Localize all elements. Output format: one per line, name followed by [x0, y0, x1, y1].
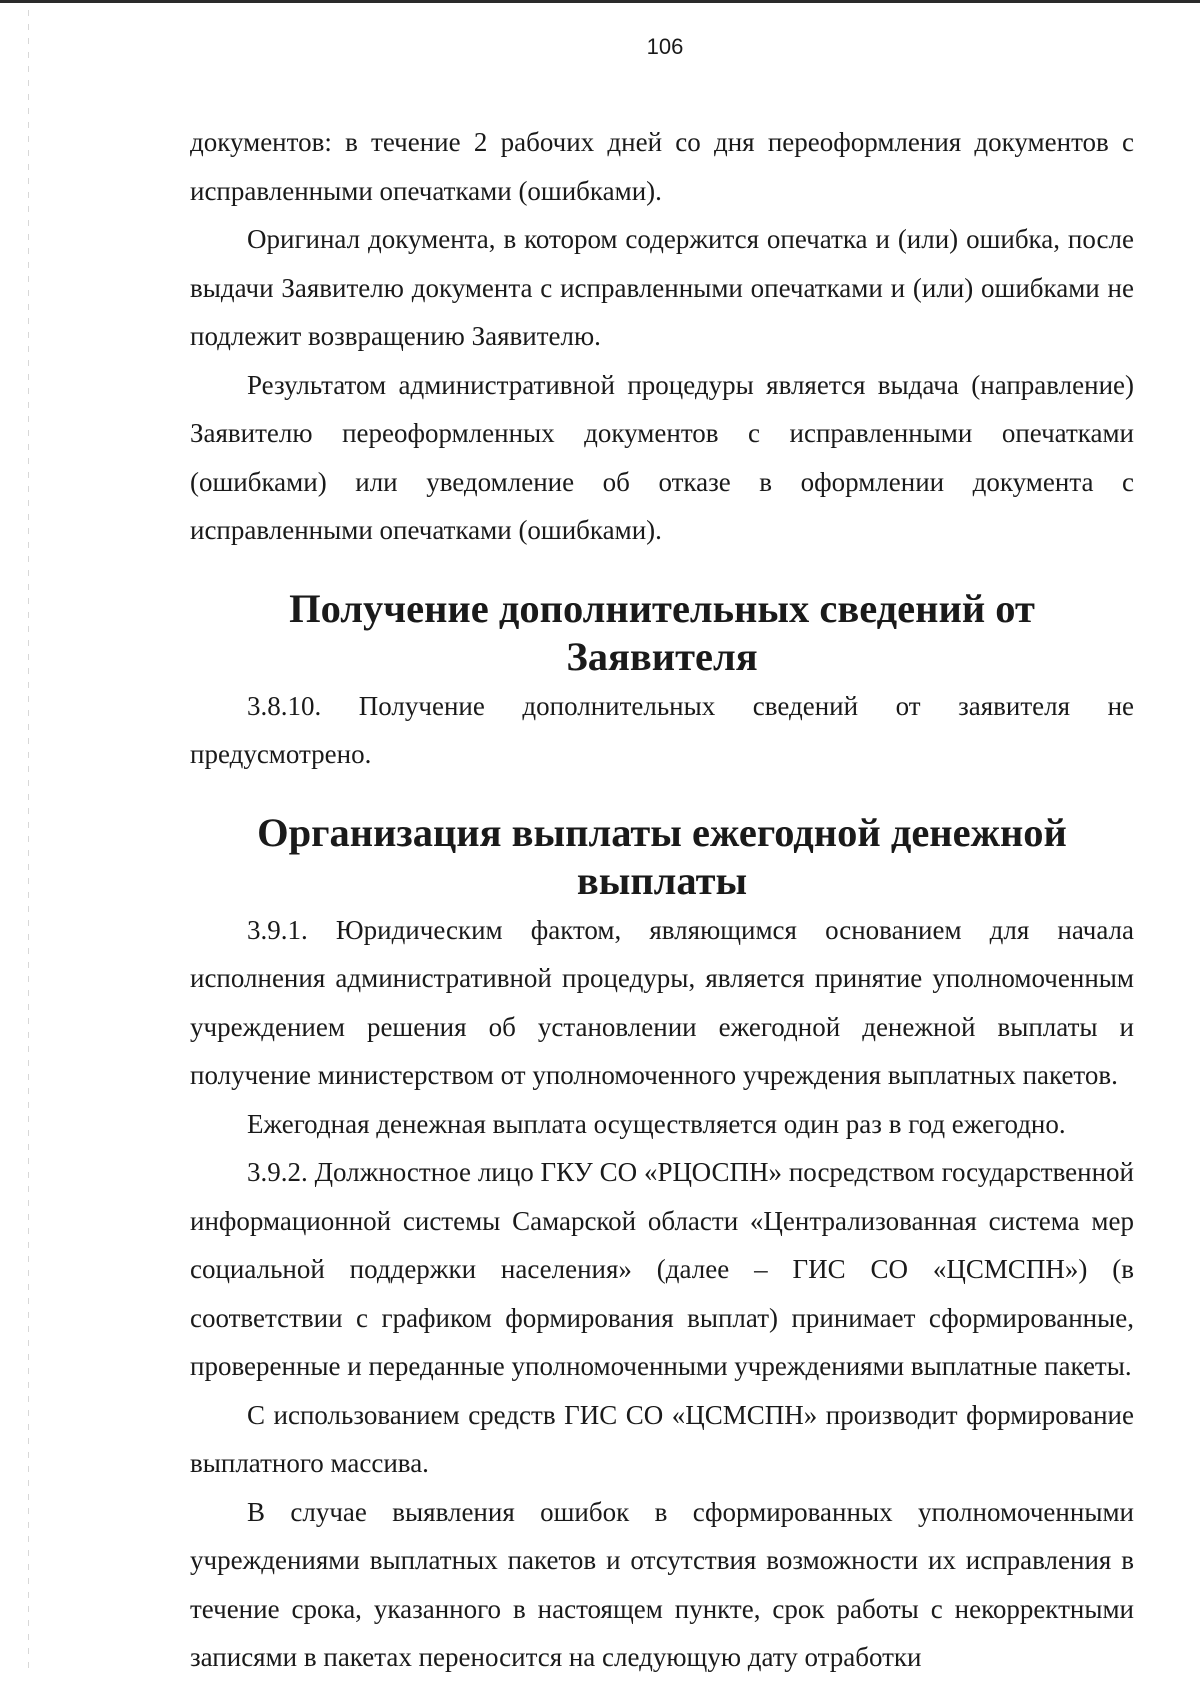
paragraph-continuation: документов: в течение 2 рабочих дней со дня переоформления документов с исправленными опечатками (ошибками).	[190, 127, 1134, 206]
scan-left-edge	[28, 10, 29, 1670]
section-heading-additional-info: Получение дополнительных сведений от Заявителя	[289, 585, 1035, 679]
paragraph-3-8-10: 3.8.10. Получение дополнительных сведений от заявителя не предусмотрено.	[190, 690, 1134, 769]
paragraph-procedure-result: Результатом административной процедуры является выдача (направление) Заявителю переоформленных документов с исправленными опечатками (ошибками) или уведомление об отказе в оформлении документа с исправленными опечатками (ошибками).	[190, 369, 1134, 545]
top-border-line	[0, 0, 1200, 3]
paragraph-annual-payment-frequency: Ежегодная денежная выплата осуществляется один раз в год ежегодно.	[247, 1108, 1066, 1139]
document-body	[190, 118, 1134, 1682]
paragraph-3-9-1: 3.9.1. Юридическим фактом, являющимся основанием для начала исполнения административной процедуры, является принятие уполномоченным учреждением решения об установлении ежегодной денежной выплаты и получение министерством от уполномоченного учреждения выплатных пакетов.	[190, 914, 1134, 1090]
page-number: 106	[646, 34, 684, 59]
paragraph-payment-array: С использованием средств ГИС СО «ЦСМСПН» производит формирование выплатного массива.	[190, 1399, 1134, 1478]
section-heading-annual-payment: Организация выплаты ежегодной денежной выплаты	[257, 809, 1067, 903]
paragraph-original-document: Оригинал документа, в котором содержится опечатка и (или) ошибка, после выдачи Заявителю документа с исправленными опечатками и (или) ошибками не подлежит возвращению Заявителю.	[190, 224, 1134, 351]
paragraph-3-9-2: 3.9.2. Должностное лицо ГКУ СО «РЦОСПН» посредством государственной информационной системы Самарской области «Централизованная система мер социальной поддержки населения» (далее – ГИС СО «ЦСМСПН») (в соответствии с графиком формирования выплат) принимает сформированные, проверенные и переданные уполномоченными учреждениями выплатные пакеты.	[190, 1157, 1134, 1381]
paragraph-errors-handling: В случае выявления ошибок в сформированных уполномоченными учреждениями выплатных пакетов и отсутствия возможности их исправления в течение срока, указанного в настоящем пункте, срок работы с некорректными записями в пакетах переносится на следующую дату отработки	[190, 1496, 1134, 1672]
